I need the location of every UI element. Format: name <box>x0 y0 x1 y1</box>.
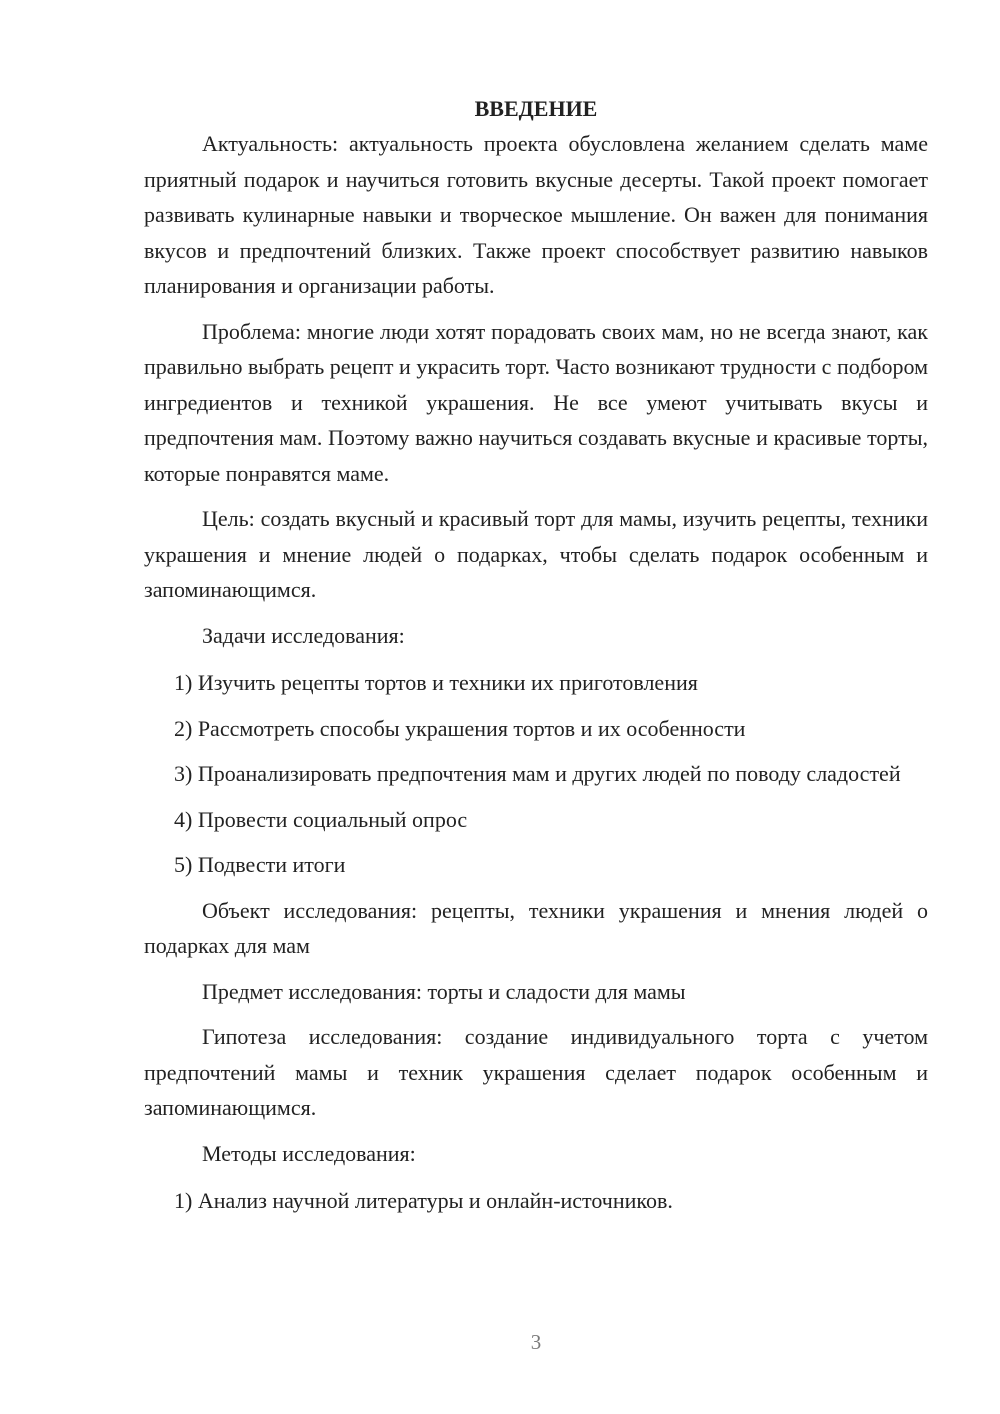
relevance-paragraph: Актуальность: актуальность проекта обусловлена желанием сделать маме приятный подарок и научиться готовить вкусные десерты. Такой проект помогает развивать кулинарные навыки и творческое мышление. Он важен для понимания вкусов и предпочтений близких. Также проект способствует развитию навыков планирования и организации работы. <box>144 131 928 298</box>
page-title: ВВЕДЕНИЕ <box>474 96 598 121</box>
page-number: 3 <box>530 1330 542 1354</box>
hypothesis-paragraph: Гипотеза исследования: создание индивидуального торта с учетом предпочтений мамы и техник украшения сделает подарок особенным и запоминающимся. <box>144 1024 928 1120</box>
problem-paragraph: Проблема: многие люди хотят порадовать своих мам, но не всегда знают, как правильно выбрать рецепт и украсить торт. Часто возникают трудности с подбором ингредиентов и техникой украшения. Не все умеют учитывать вкусы и предпочтения мам. Поэтому важно научиться создавать вкусные и красивые торты, которые понравятся маме. <box>144 318 928 486</box>
task-item-1: 1) Изучить рецепты тортов и техники их приготовления <box>174 670 698 695</box>
task-item-3: 3) Проанализировать предпочтения мам и других людей по поводу сладостей <box>174 761 901 786</box>
task-item-5: 5) Подвести итоги <box>174 852 346 877</box>
task-item-2: 2) Рассмотреть способы украшения тортов и их особенности <box>174 715 746 741</box>
tasks-heading: Задачи исследования: <box>202 622 405 648</box>
task-item-4: 4) Провести социальный опрос <box>174 806 468 832</box>
method-item-1: 1) Анализ научной литературы и онлайн-источников. <box>174 1188 673 1213</box>
object-paragraph: Объект исследования: рецепты, техники украшения и мнения людей о подарках для мам <box>144 897 928 958</box>
document-body <box>144 92 928 1219</box>
subject-paragraph: Предмет исследования: торты и сладости для мамы <box>202 978 686 1004</box>
goal-paragraph: Цель: создать вкусный и красивый торт для мамы, изучить рецепты, техники украшения и мнение людей о подарках, чтобы сделать подарок особенным и запоминающимся. <box>144 506 928 602</box>
methods-heading: Методы исследования: <box>202 1140 416 1166</box>
